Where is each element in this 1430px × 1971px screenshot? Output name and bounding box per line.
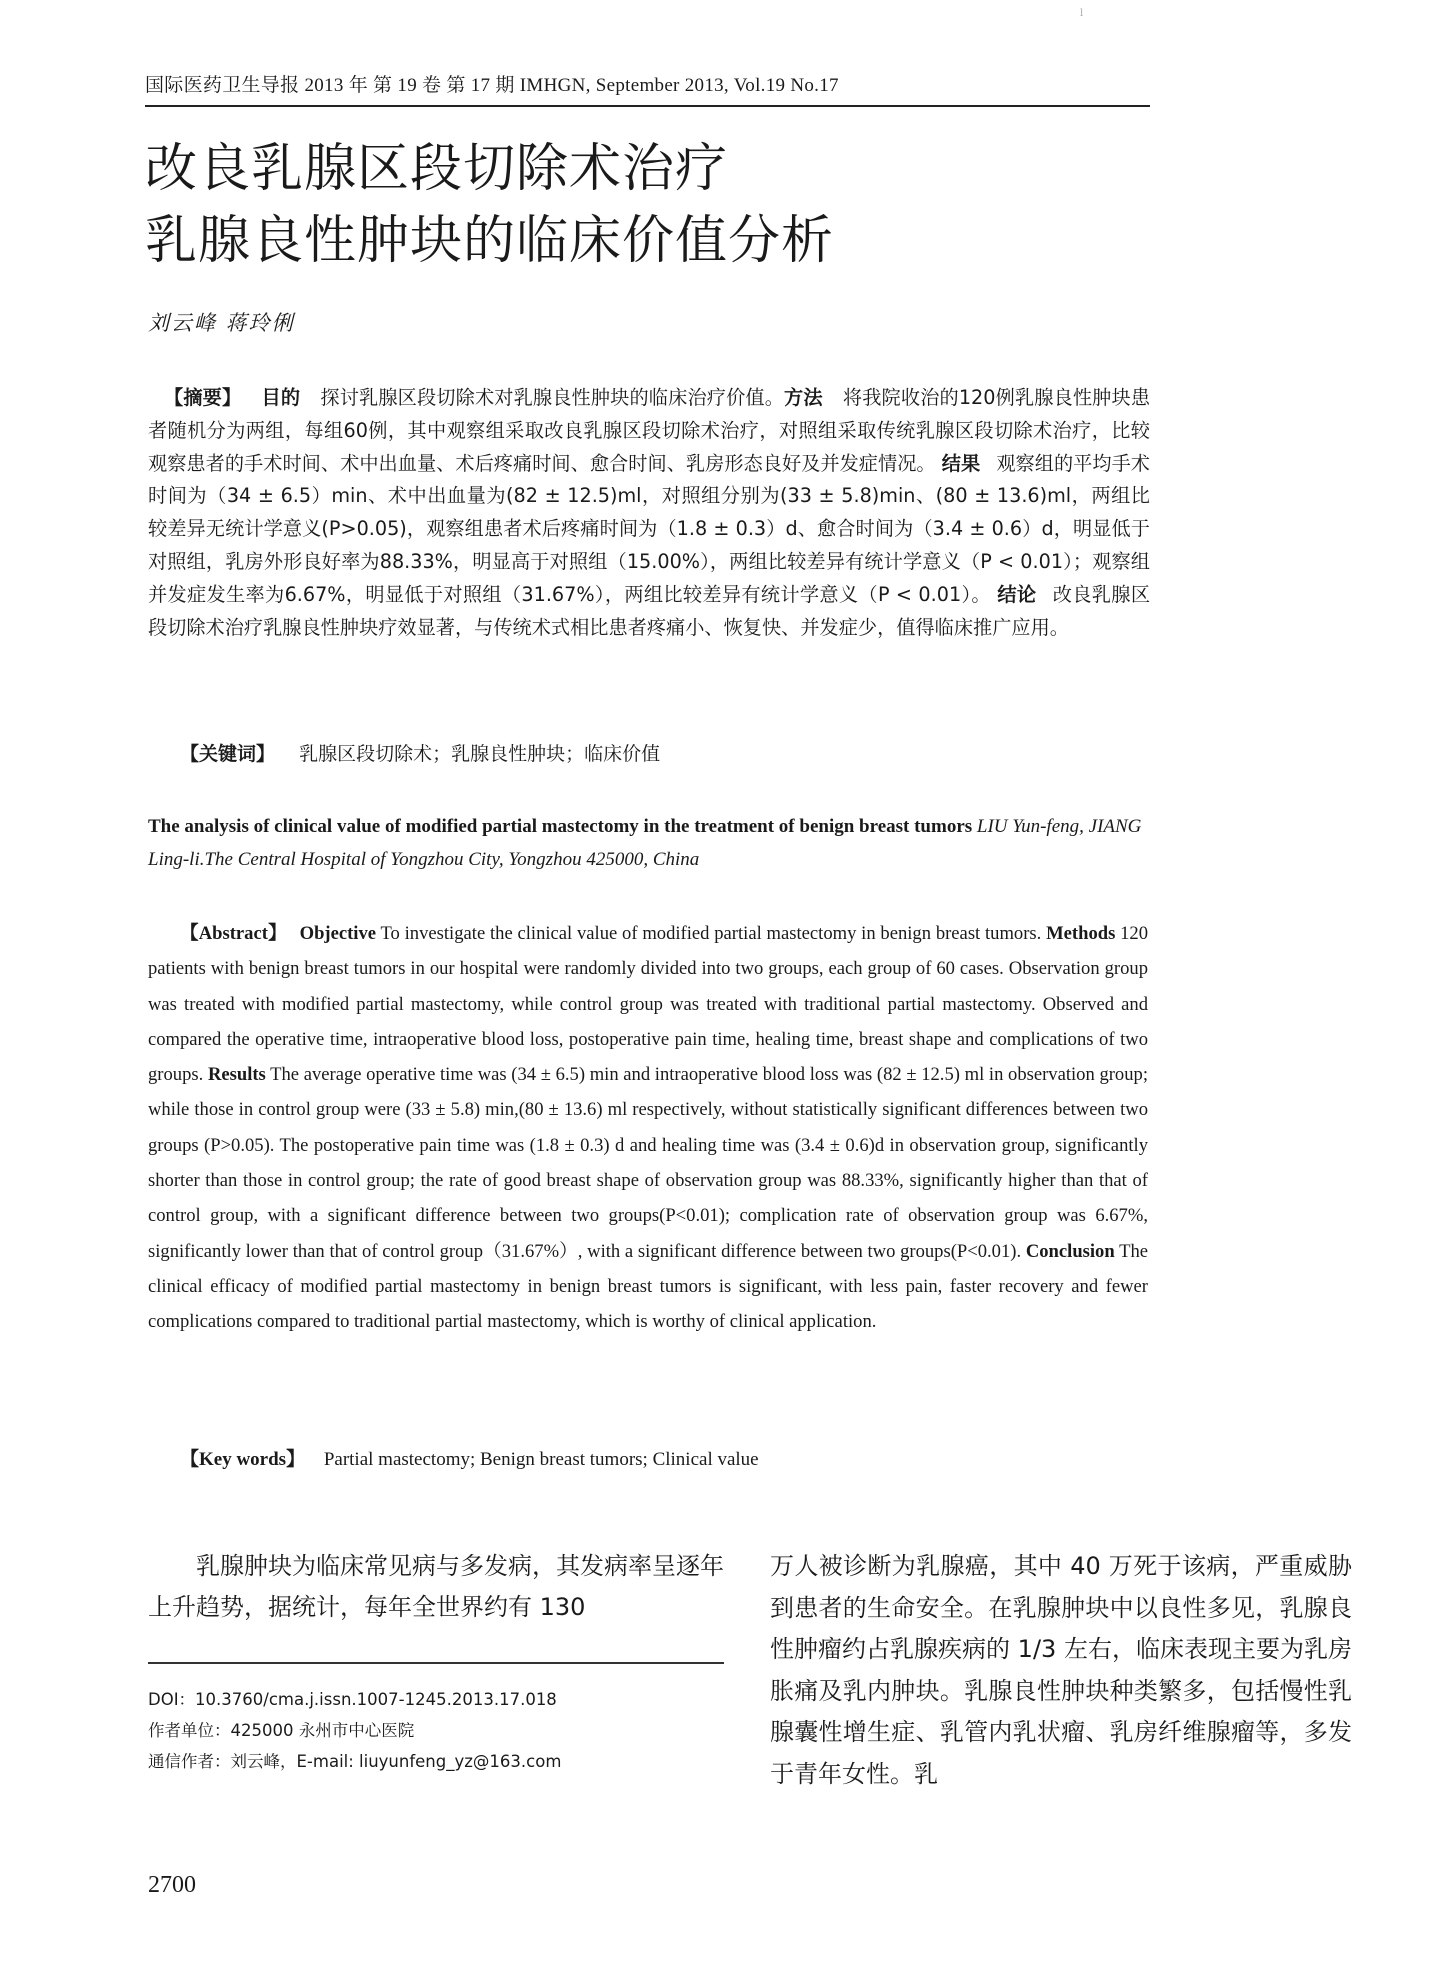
- cn-objective-label: 目的: [261, 386, 301, 409]
- en-methods-label: Methods: [1046, 923, 1116, 944]
- en-conclusion: The clinical efficacy of modified partial mastectomy in benign breast tumors is significant, with less pain, faster recovery and fewer complications compared to traditional partial mastectomy, which is worthy of clinical application.: [148, 1240, 1149, 1333]
- cn-conclusion-label: 结论: [997, 582, 1037, 606]
- body-right-column: 万人被诊断为乳腺癌，其中 40 万死于该病，严重威胁到患者的生命安全。在乳腺肿块中以良性多见，乳腺良性肿瘤约占乳腺疾病的 1/3 左右，临床表现主要为乳房胀痛及乳内肿块。乳腺良性肿块种类繁多，包括慢性乳腺囊性增生症、乳管内乳状瘤、乳房纤维腺瘤等，多发于青年女性。乳: [770, 1552, 1352, 1788]
- footnote-corresponding: 通信作者：刘云峰，E-mail: liuyunfeng_yz@163.com: [148, 1752, 562, 1771]
- en-results: The average operative time was (34 ± 6.5) min and intraoperative blood loss was (82 ± 12.5) ml in observation group; while those in control group were (33 ± 5.8) min,(80 ± 13.6) ml respectively, without statistically significant differences between two groups (P>0.05). The postoperative pain time was (1.8 ± 0.3) d and healing time was (3.4 ± 0.6)d in observation group, significantly shorter than those in control group; the rate of good breast shape of observation group was 88.33%, significantly higher than that of control group, with a significant difference between two groups(P<0.01); complication rate of observation group was 6.67%, significantly lower than that of control group（31.67%）, with a significant difference between two groups(P<0.01).: [148, 1064, 1148, 1262]
- cn-results-label: 结果: [941, 451, 981, 475]
- cn-results: 观察组的平均手术时间为（34 ± 6.5）min、术中出血量为(82 ± 12.5)ml，对照组分别为(33 ± 5.8)min、(80 ± 13.6)ml，两组比较差异无统计学意义(P>0.05)，观察组患者术后疼痛时间为（1.8 ± 0.3）d、愈合时间为（3.4 ± 0.6）d，明显低于对照组，乳房外形良好率为88.33%，明显高于对照组（15.00%），两组比较差异有统计学意义（P < 0.01）；观察组并发症发生率为6.67%，明显低于对照组（31.67%），两组比较差异有统计学意义（P < 0.01）。: [148, 451, 1150, 606]
- en-methods: 120 patients with benign breast tumors in our hospital were randomly divided into two groups, each group of 60 cases. Observation group was treated with modified partial mastectomy, while control group was treated with traditional partial mastectomy. Observed and compared the operative time, intraoperative blood loss, postoperative pain time, healing time, breast shape and complications of two groups.: [148, 923, 1149, 1086]
- en-objective: To investigate the clinical value of modified partial mastectomy in benign breast tumors.: [380, 923, 1042, 944]
- title-line-2: 乳腺良性肿块的临床价值分析: [145, 211, 835, 271]
- cn-keywords: 乳腺区段切除术；乳腺良性肿块；临床价值: [299, 743, 661, 765]
- en-keywords: Partial mastectomy; Benign breast tumors; Clinical value: [323, 1449, 759, 1470]
- footnote-unit: 作者单位：425000 永州市中心医院: [148, 1721, 415, 1740]
- chinese-abstract: [148, 382, 1150, 644]
- footnote-rule: [148, 1662, 724, 1664]
- header-rule: [145, 105, 1150, 107]
- chinese-keywords: [180, 739, 1150, 766]
- scan-mark: ⅼ: [1080, 8, 1084, 19]
- en-abstract-label: 【Abstract】: [180, 923, 287, 944]
- en-conclusion-label: Conclusion: [1025, 1240, 1115, 1262]
- running-header: 国际医药卫生导报 2013 年 第 19 卷 第 17 期 IMHGN, September 2013, Vol.19 No.17: [145, 75, 839, 96]
- en-objective-label: Objective: [299, 923, 377, 944]
- body-left-column: 乳腺肿块为临床常见病与多发病，其发病率呈逐年上升趋势，据统计，每年全世界约有 130: [148, 1552, 724, 1621]
- en-keywords-label: 【Key words】: [180, 1449, 306, 1470]
- cn-keywords-label: 【关键词】: [180, 743, 276, 765]
- article-title: [145, 133, 834, 277]
- cn-abstract-label: 【摘要】: [164, 386, 242, 409]
- english-title: [148, 810, 1150, 876]
- footnotes: [148, 1684, 724, 1777]
- cn-methods-label: 方法: [784, 386, 823, 409]
- en-title-text: The analysis of clinical value of modified partial mastectomy in the treatment of benign breast tumors: [148, 816, 973, 837]
- en-affiliation: LIU Yun-feng, JIANG Ling-li.The Central Hospital of Yongzhou City, Yongzhou 425000, China: [148, 816, 1142, 870]
- en-results-label: Results: [207, 1064, 266, 1086]
- english-keywords: [180, 1444, 759, 1471]
- english-abstract: [148, 916, 1148, 1340]
- cn-conclusion: 改良乳腺区段切除术治疗乳腺良性肿块疗效显著，与传统术式相比患者疼痛小、恢复快、并发症少，值得临床推广应用。: [148, 582, 1151, 639]
- authors: 刘云峰 蒋玲俐: [148, 311, 295, 335]
- title-line-1: 改良乳腺区段切除术治疗: [145, 139, 729, 199]
- page-number: 2700: [148, 1872, 196, 1898]
- footnote-doi: DOI：10.3760/cma.j.issn.1007-1245.2013.17.018: [148, 1690, 557, 1709]
- cn-methods: 将我院收治的120例乳腺良性肿块患者随机分为两组，每组60例，其中观察组采取改良乳腺区段切除术治疗，对照组采取传统乳腺区段切除术治疗，比较观察患者的手术时间、术中出血量、术后疼痛时间、愈合时间、乳房形态良好及并发症情况。: [148, 386, 1151, 475]
- cn-objective: 探讨乳腺区段切除术对乳腺良性肿块的临床治疗价值。: [320, 386, 785, 409]
